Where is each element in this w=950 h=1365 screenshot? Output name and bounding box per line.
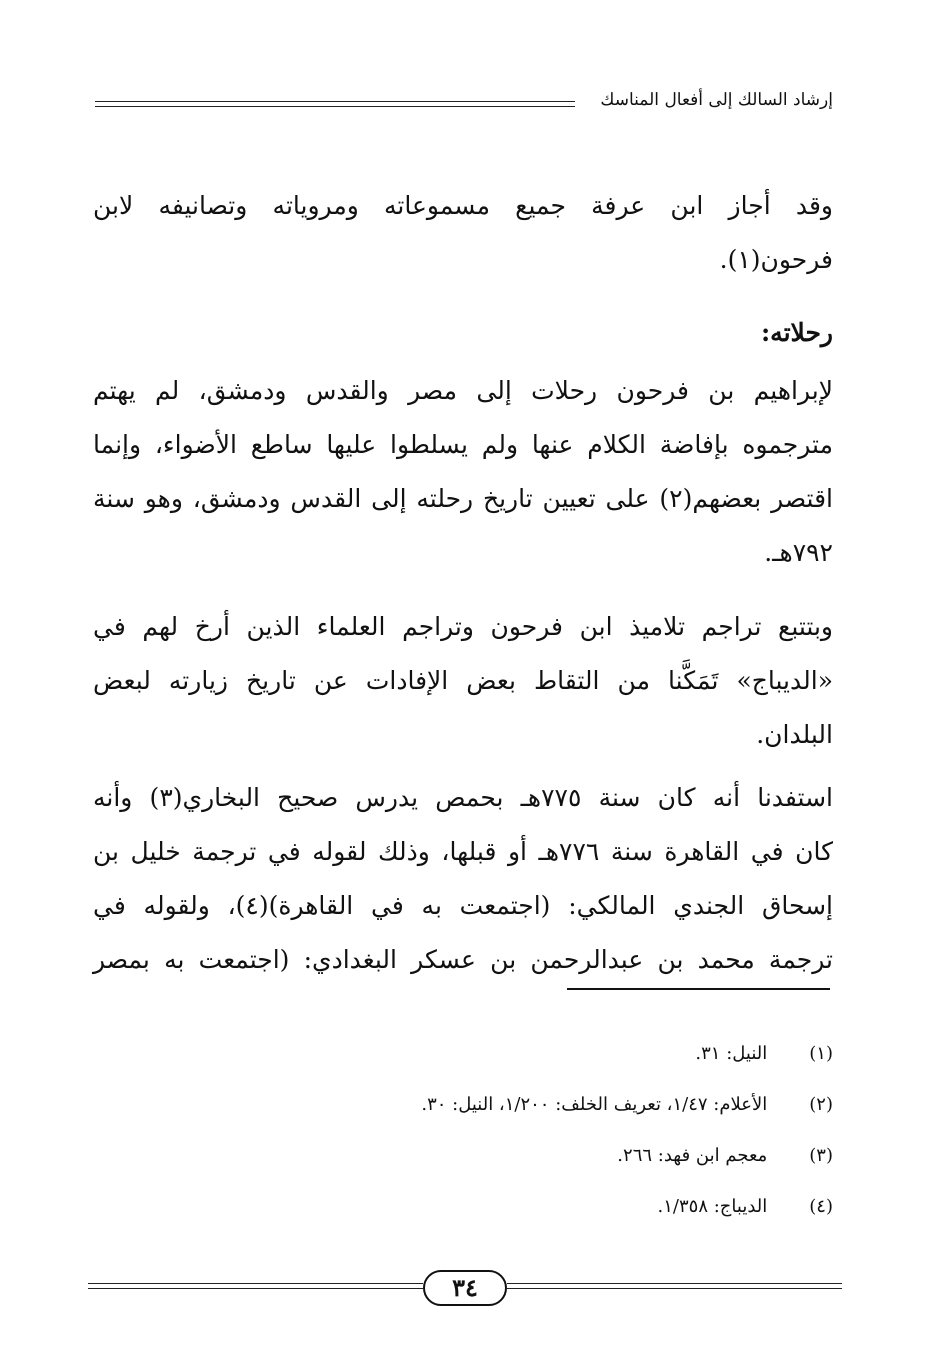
body-line: وقد أجاز ابن عرفة جميع مسموعاته ومروياته وتصانيفه لابن <box>93 191 833 220</box>
footnote-text: الديباج: ١/٣٥٨. <box>657 1196 768 1217</box>
footnote-number: (٣) <box>809 1145 833 1166</box>
page-number-rule-left <box>88 1288 423 1289</box>
body-line: لإبراهيم بن فرحون رحلات إلى مصر والقدس ودمشق، لم يهتم <box>93 376 833 405</box>
section-heading: رحلاته: <box>760 318 833 347</box>
footnote-separator <box>567 988 830 990</box>
body-line: اقتصر بعضهم(٢) على تعيين تاريخ رحلته إلى القدس ودمشق، وهو سنة <box>93 484 833 513</box>
body-line: فرحون(١). <box>719 245 833 274</box>
footnote-number: (٢) <box>809 1094 833 1115</box>
running-header-title: إرشاد السالك إلى أفعال المناسك <box>600 90 833 110</box>
footnote-text: معجم ابن فهد: ٢٦٦. <box>617 1145 768 1166</box>
footnote-number: (٤) <box>809 1196 833 1217</box>
page-number-rule-right <box>507 1283 842 1284</box>
body-line: مترجموه بإفاضة الكلام عنها ولم يسلطوا عليها ساطع الأضواء، وإنما <box>93 430 833 459</box>
footnote-number: (١) <box>809 1043 833 1064</box>
header-rule-top <box>95 101 575 102</box>
page-number-rule-left <box>88 1283 423 1284</box>
footnote <box>695 1043 833 1064</box>
body-line: إسحاق الجندي المالكي: (اجتمعت به في القاهرة)(٤)، ولقوله في <box>93 891 834 920</box>
body-line: البلدان. <box>756 720 833 749</box>
footnote <box>421 1094 833 1115</box>
header-rule-bottom <box>95 106 575 107</box>
body-line: كان في القاهرة سنة ٧٧٦هـ أو قبلها، وذلك لقوله في ترجمة خليل بن <box>93 837 833 866</box>
body-line: وبتتبع تراجم تلاميذ ابن فرحون وتراجم العلماء الذين أرخ لهم في <box>93 612 833 641</box>
footnote-text: الأعلام: ١/٤٧، تعريف الخلف: ١/٢٠٠، النيل: ٣٠. <box>421 1094 768 1115</box>
body-line: «الديباج» تَمَكَّنا من التقاط بعض الإفادات عن تاريخ زيارته لبعض <box>93 666 833 695</box>
footnote <box>658 1196 833 1217</box>
body-line: ترجمة محمد بن عبدالرحمن بن عسكر البغدادي: (اجتمعت به بمصر <box>93 945 833 974</box>
footnote <box>617 1145 833 1166</box>
body-line: ٧٩٢هـ. <box>764 538 833 567</box>
page-number-rule-right <box>507 1288 842 1289</box>
body-line: استفدنا أنه كان سنة ٧٧٥هـ بحمص يدرس صحيح البخاري(٣) وأنه <box>93 783 833 812</box>
footnote-text: النيل: ٣١. <box>695 1043 768 1064</box>
page-number: ٣٤ <box>423 1270 507 1306</box>
